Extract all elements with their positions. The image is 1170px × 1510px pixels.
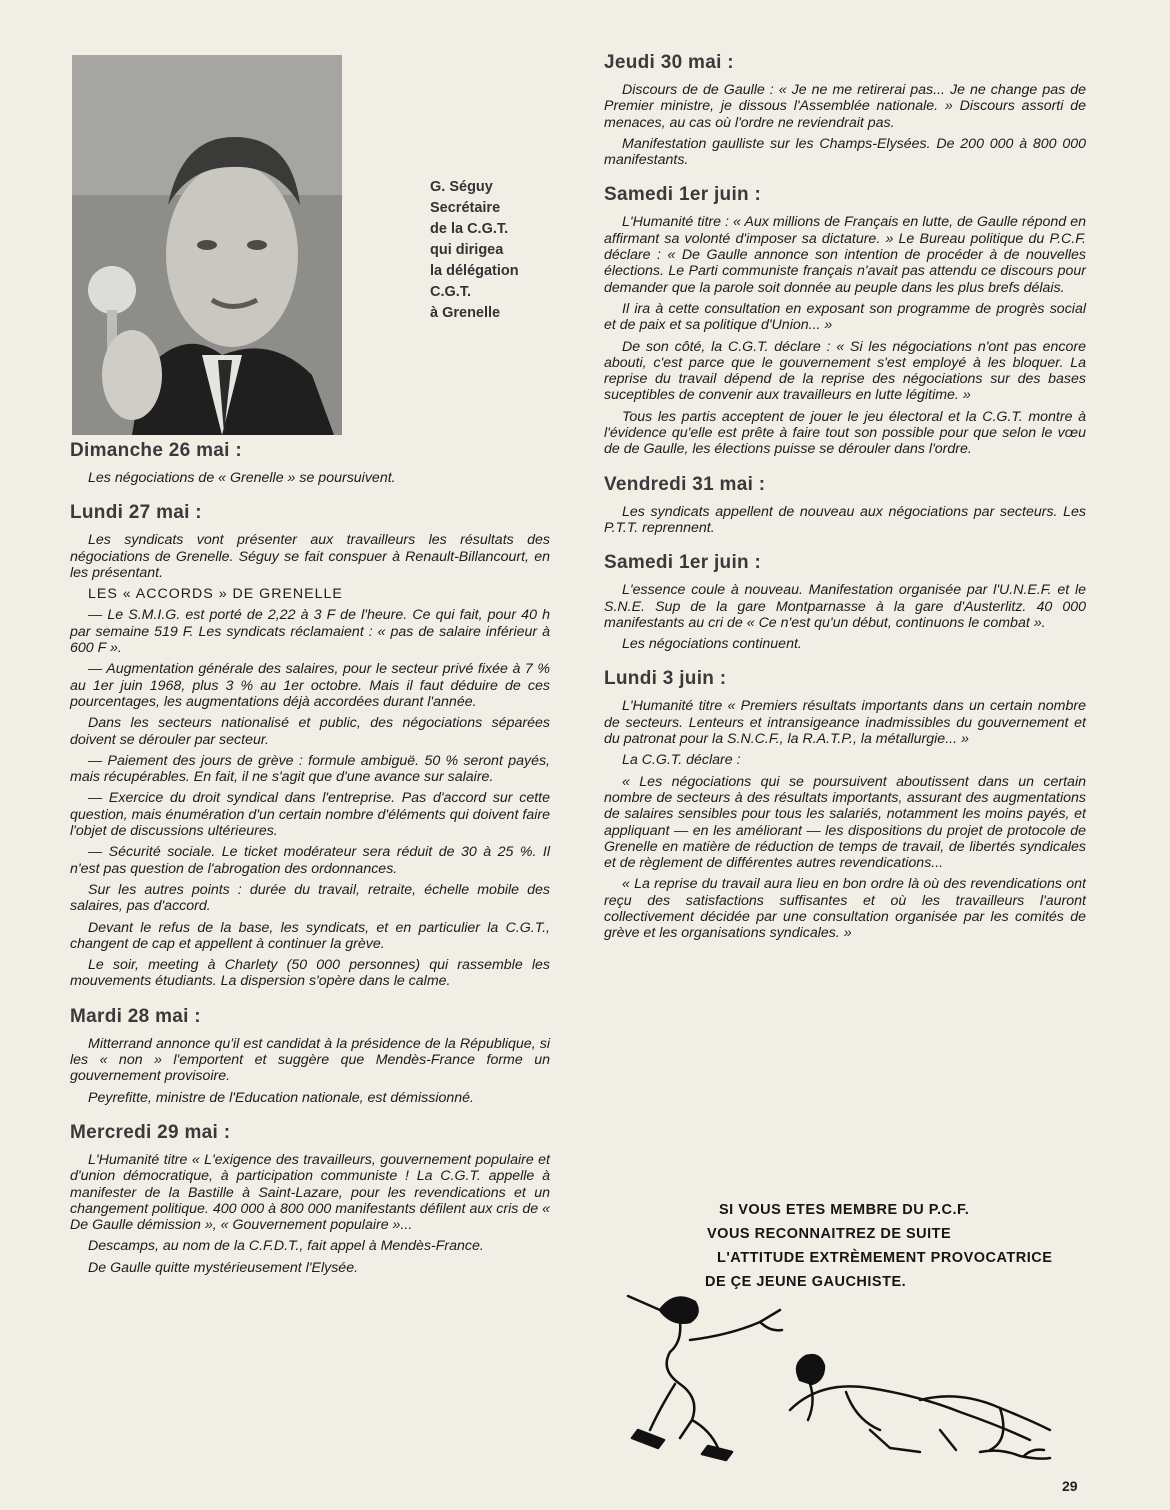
- cartoon-drawing: [620, 1280, 1060, 1480]
- cartoon-line: L'ATTITUDE EXTRÈMEMENT PROVOCATRICE: [717, 1250, 1053, 1266]
- paragraph: De Gaulle quitte mystérieusement l'Elysée.: [88, 1259, 359, 1276]
- paragraph: Les négociations de « Grenelle » se poursuivent.: [88, 470, 396, 486]
- subheading: LES « ACCORDS » DE GRENELLE: [88, 586, 343, 603]
- entry-vendredi-31: [604, 474, 1086, 537]
- entry-mercredi-29: [70, 1122, 550, 1276]
- entry-samedi-1-juin: [604, 184, 1086, 457]
- cartoon-line: DE ÇE JEUNE GAUCHISTE.: [705, 1274, 907, 1290]
- caption-line: à Grenelle: [430, 305, 501, 321]
- paragraph: Manifestation gaulliste sur les Champs-Elysées. De 200 000 à 800 000 manifestants.: [604, 135, 1086, 169]
- paragraph: De son côté, la C.G.T. déclare : « Si les négociations n'ont pas encore abouti, c'est parce que le gouvernement s'est employé à les bloquer. La reprise du travail dépend de la reprise des négociations sur des bases suceptibles de convenir aux travailleurs en lutte légitime. »: [604, 338, 1086, 404]
- paragraph: Les négociations continuent.: [622, 636, 802, 653]
- paragraph: Les syndicats appellent de nouveau aux négociations par secteurs. Les P.T.T. reprennent.: [604, 503, 1086, 536]
- left-column: [70, 440, 550, 1292]
- paragraph: La C.G.T. déclare :: [622, 752, 741, 769]
- paragraph: Peyrefitte, ministre de l'Education nationale, est démissionné.: [88, 1089, 474, 1106]
- day-heading: Mercredi 29 mai :: [70, 1121, 231, 1143]
- paragraph: L'Humanité titre : « Aux millions de Français en lutte, de Gaulle répond en affirmant sa volonté d'imposer sa dictature. » Le Bureau politique du P.C.F. déclare : « De Gaulle annonce son intention de procéder à de nouvelles élections. Le Parti communiste français n'avait pas attendu ce discours pour demander que la parole soit donnée au peuple dans les plus brefs délais.: [604, 214, 1086, 296]
- paragraph: — Exercice du droit syndical dans l'entreprise. Pas d'accord sur cette question, mais énumération d'un certain nombre d'éléments qui doivent faire l'objet de discussions ultérieures.: [70, 790, 550, 840]
- day-heading: Lundi 27 mai :: [70, 502, 202, 524]
- entry-samedi-1-juin-2: [604, 552, 1086, 652]
- day-heading: Dimanche 26 mai :: [70, 440, 242, 461]
- day-heading: Jeudi 30 mai :: [604, 52, 734, 73]
- day-heading: Mardi 28 mai :: [70, 1005, 201, 1027]
- caption-line: Secrétaire: [430, 200, 501, 216]
- page-number: 29: [1062, 1478, 1078, 1494]
- entry-jeudi-30: [604, 52, 1086, 168]
- paragraph: — Paiement des jours de grève : formule ambiguë. 50 % seront payés, mais récupérables. En fait, il ne s'agit que d'une avance sur salaire.: [70, 752, 550, 786]
- paragraph: L'Humanité titre « Premiers résultats importants dans un certain nombre de secteurs. Lenteurs et intransigeance inadmissibles du gouvernement et du patronat pour la S.N.C.F., la R.A.T.P., la métallurgie... »: [604, 698, 1086, 748]
- paragraph: L'essence coule à nouveau. Manifestation organisée par l'U.N.E.F. et le S.N.E. Sup de la gare Montparnasse à la gare d'Austerlitz. 40 000 manifestants au cri de « Ce n'est qu'un début, continuons le combat ».: [604, 582, 1086, 631]
- paragraph: — Augmentation générale des salaires, pour le secteur privé fixée à 7 % au 1er juin 1968, plus 3 % au 1er octobre. Mais il faut déduire de ces pourcentages, les augmentations déjà accordées durant l'année.: [70, 661, 550, 710]
- paragraph: Discours de de Gaulle : « Je ne me retirerai pas... Je ne change pas de Premier ministre, je dissous l'Assemblée nationale. » Discours assorti de menaces, au cas où l'ordre ne reviendrait pas.: [604, 82, 1086, 131]
- paragraph: Tous les partis acceptent de jouer le jeu électoral et la C.G.T. montre à l'évidence qu'elle est prête à faire tout son possible pour que selon le vœu de de Gaulle, les élections puisse se dérouler dans l'ordre.: [604, 408, 1086, 458]
- paragraph: Le soir, meeting à Charlety (50 000 personnes) qui rassemble les mouvements étudiants. La dispersion s'opère dans le calme.: [70, 957, 550, 990]
- paragraph: Sur les autres points : durée du travail, retraite, échelle mobile des salaires, pas d'accord.: [70, 881, 550, 915]
- cartoon-line: SI VOUS ETES MEMBRE DU P.C.F.: [719, 1202, 970, 1218]
- entry-lundi-27: [70, 502, 550, 989]
- entry-lundi-3-juin: [604, 668, 1086, 941]
- day-heading: Samedi 1er juin :: [604, 552, 762, 574]
- right-column: [604, 52, 1086, 958]
- entry-dimanche-26: [70, 440, 550, 486]
- paragraph: Mitterrand annonce qu'il est candidat à la présidence de la République, si les « non » l'emportent et suggère que Mendès-France forme un gouvernement provisoire.: [70, 1035, 550, 1085]
- paragraph: « Les négociations qui se poursuivent aboutissent dans un certain nombre de secteurs à des résultats importants, assurant des augmentations de salaires sensibles pour tous les salariés, notamment les moins payés, et appliquant — en les améliorant — les dispositions du projet de protocole de Grenelle en matière de réduction de temps de travail, de libertés syndicales et de règlement de différentes autres revendications...: [604, 773, 1086, 872]
- caption-line: de la C.G.T.: [430, 221, 509, 237]
- entry-mardi-28: [70, 1006, 550, 1106]
- paragraph: « La reprise du travail aura lieu en bon ordre là où des revendications ont reçu des satisfactions suffisantes et où les travailleurs l'auront collectivement décidée par une consultation organisée par les comités de grève et les organisations syndicales. »: [604, 876, 1086, 942]
- caption-line: la délégation: [430, 263, 519, 279]
- paragraph: L'Humanité titre « L'exigence des travailleurs, gouvernement populaire et d'union démocratique, à participation communiste ! La C.G.T. appelle à manifester de la Bastille à Saint-Lazare, pour les revendications et un changement politique. 400 000 à 800 000 manifestants défilent aux cris de « De Gaulle démission », « Gouvernement populaire »...: [70, 1151, 550, 1234]
- day-heading: Samedi 1er juin :: [604, 184, 762, 206]
- caption-line: G. Séguy: [430, 179, 493, 195]
- paragraph: — Sécurité sociale. Le ticket modérateur sera réduit de 30 à 25 %. Il n'est pas question de l'abrogation des ordonnances.: [70, 844, 550, 877]
- paragraph: — Le S.M.I.G. est porté de 2,22 à 3 F de l'heure. Ce qui fait, pour 40 h par semaine 519 F. Les syndicats réclamaient : « pas de salaire inférieur à 600 F ».: [70, 607, 550, 657]
- paragraph: Il ira à cette consultation en exposant son programme de progrès social et de paix et sa politique d'Union... »: [604, 300, 1086, 334]
- paragraph: Les syndicats vont présenter aux travailleurs les résultats des négociations de Grenelle. Séguy se fait conspuer à Renault-Billancourt, en les présentant.: [70, 532, 550, 581]
- caption-line: qui dirigea: [430, 242, 504, 258]
- paragraph: Devant le refus de la base, les syndicats, et en particulier la C.G.T., changent de cap et appellent à continuer la grève.: [70, 919, 550, 952]
- photo-caption: [430, 177, 550, 324]
- day-heading: Vendredi 31 mai :: [604, 473, 766, 495]
- caption-line: C.G.T.: [430, 284, 472, 300]
- day-heading: Lundi 3 juin :: [604, 668, 727, 690]
- seguy-photo: [72, 55, 342, 435]
- paragraph: Dans les secteurs nationalisé et public, des négociations séparées doivent se dérouler par secteur.: [70, 715, 550, 748]
- cartoon-line: VOUS RECONNAITREZ DE SUITE: [707, 1226, 952, 1242]
- paragraph: Descamps, au nom de la C.F.D.T., fait appel à Mendès-France.: [88, 1238, 484, 1255]
